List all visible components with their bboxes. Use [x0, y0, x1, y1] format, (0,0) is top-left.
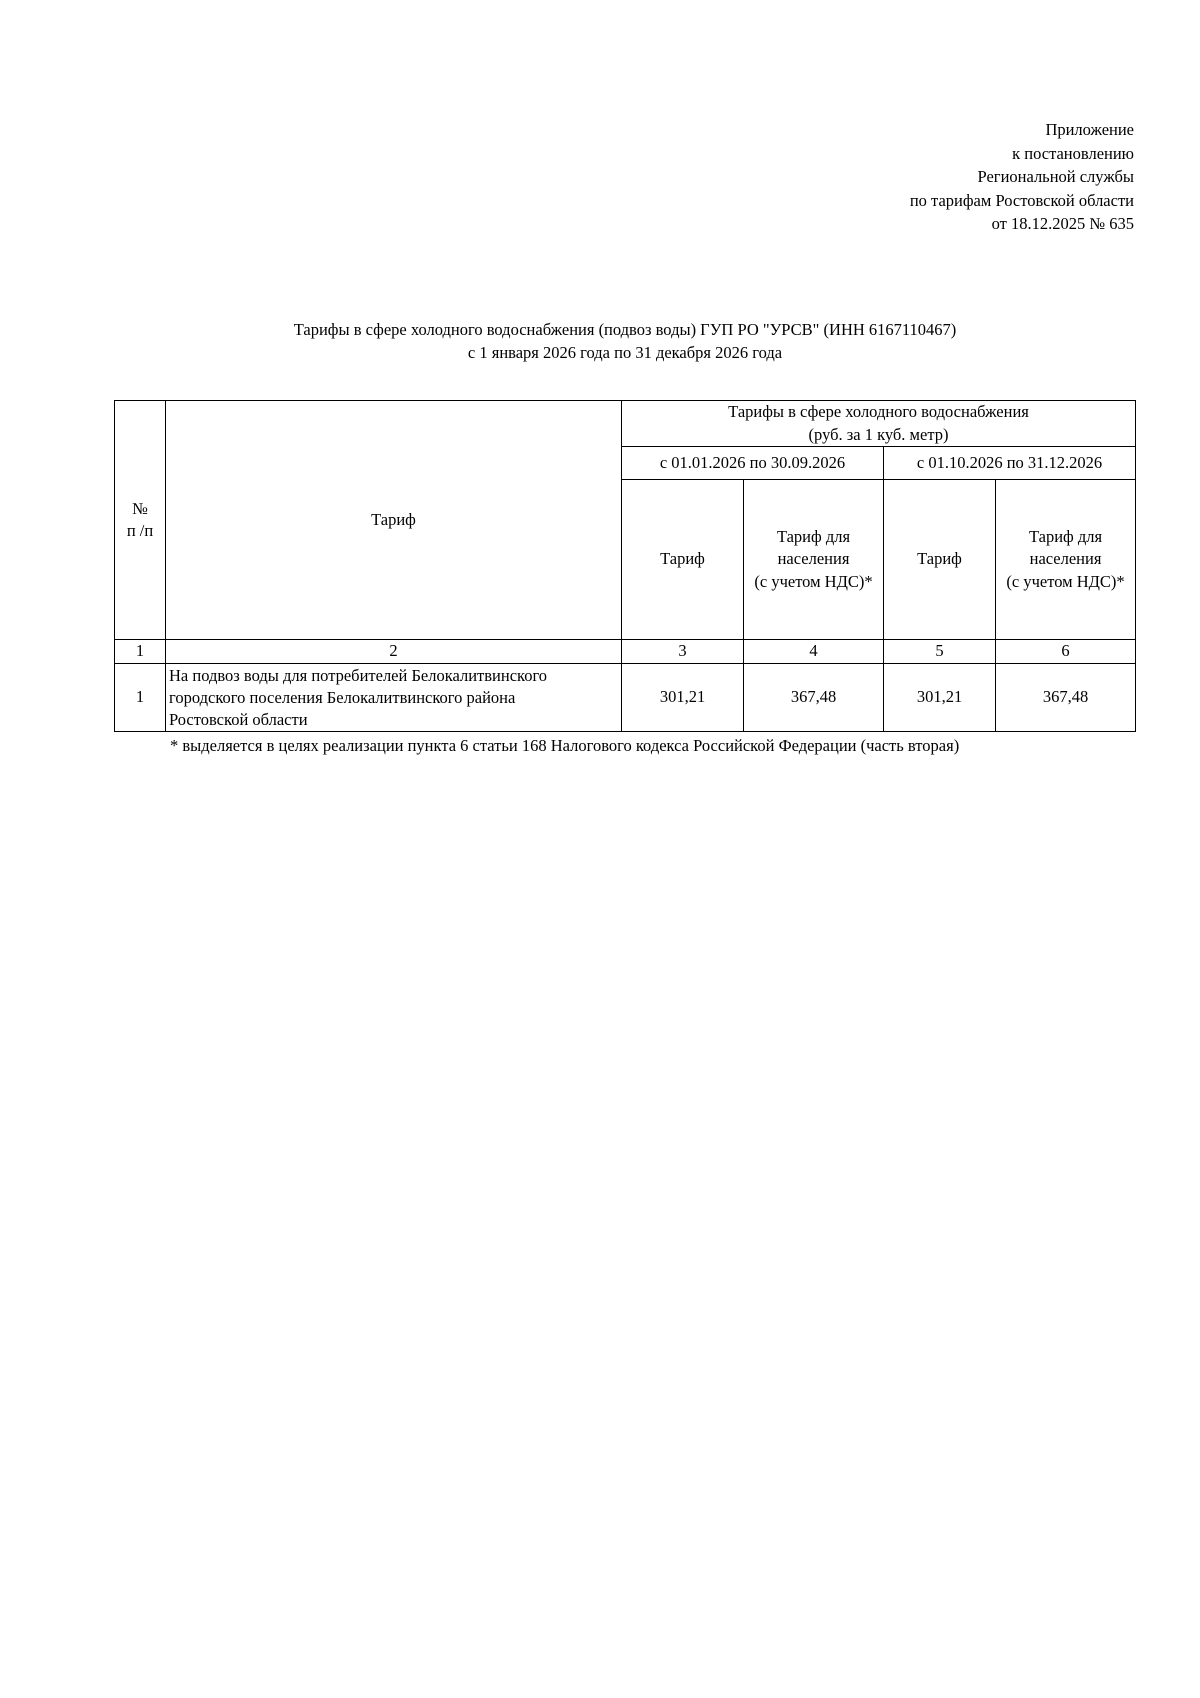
title-period-line: с 1 января 2026 года по 31 декабря 2026 года [467, 343, 783, 362]
appendix-line: Приложение [1045, 120, 1134, 139]
header-p1-population [744, 480, 884, 640]
row-p1-tariff-value: 301,21 [622, 664, 744, 732]
row-tariff-name [166, 664, 622, 732]
header-group-cell [622, 401, 1136, 447]
header-group-title: Тарифы в сфере холодного водоснабжения [728, 402, 1029, 421]
column-number-row [115, 640, 1136, 664]
header-group-unit: (руб. за 1 куб. метр) [808, 424, 949, 444]
header-tariff-name: Тариф [371, 509, 416, 529]
row-p2-population-value: 367,48 [996, 664, 1136, 732]
title-line: Тарифы в сфере холодного водоснабжения (подвоз воды) ГУП РО "УРСВ" (ИНН 6167110467) [293, 320, 957, 339]
tariff-table [114, 400, 1136, 732]
row-tariff-name-line: На подвоз воды для потребителей Белокалитвинского [169, 665, 548, 685]
header-number-cell [115, 401, 166, 640]
header-number-label: п /п [126, 521, 154, 540]
header-p2-tariff: Тариф [884, 480, 996, 640]
header-p2-population-line: Тариф для [1028, 526, 1103, 546]
header-p1-population-line: Тариф для [776, 526, 851, 546]
column-number: 5 [884, 640, 996, 664]
document-title [100, 318, 1150, 364]
header-tariff-name-cell [166, 401, 622, 640]
row-number: 1 [115, 664, 166, 732]
appendix-block [910, 118, 1134, 236]
header-p1-tariff: Тариф [622, 480, 744, 640]
header-p2-population-line: населения [1029, 549, 1102, 569]
header-p2-population-line: (с учетом НДС)* [1006, 571, 1125, 591]
header-number-sign: № [132, 498, 148, 518]
row-p1-population-value: 367,48 [744, 664, 884, 732]
header-row-group [115, 401, 1136, 447]
row-tariff-name-line: городского поселения Белокалитвинского района [169, 687, 516, 707]
table-row [115, 664, 1136, 732]
row-tariff-name-line: Ростовской области [169, 709, 308, 729]
header-period-1: с 01.01.2026 по 30.09.2026 [622, 447, 884, 480]
appendix-line: от 18.12.2025 № 635 [991, 214, 1134, 234]
column-number: 2 [166, 640, 622, 664]
column-number: 6 [996, 640, 1136, 664]
appendix-line: Региональной службы [977, 167, 1134, 187]
column-number: 1 [115, 640, 166, 664]
header-p1-population-line: населения [777, 549, 850, 569]
row-p2-tariff-value: 301,21 [884, 664, 996, 732]
header-p2-population [996, 480, 1136, 640]
column-number: 4 [744, 640, 884, 664]
header-p1-population-line: (с учетом НДС)* [754, 571, 873, 591]
footnote: * выделяется в целях реализации пункта 6 статьи 168 Налогового кодекса Российской Федерации (часть вторая) [170, 736, 960, 755]
column-number: 3 [622, 640, 744, 664]
appendix-line: по тарифам Ростовской области [909, 190, 1134, 210]
header-period-2: с 01.10.2026 по 31.12.2026 [884, 447, 1136, 480]
appendix-line: к постановлению [1012, 143, 1134, 163]
